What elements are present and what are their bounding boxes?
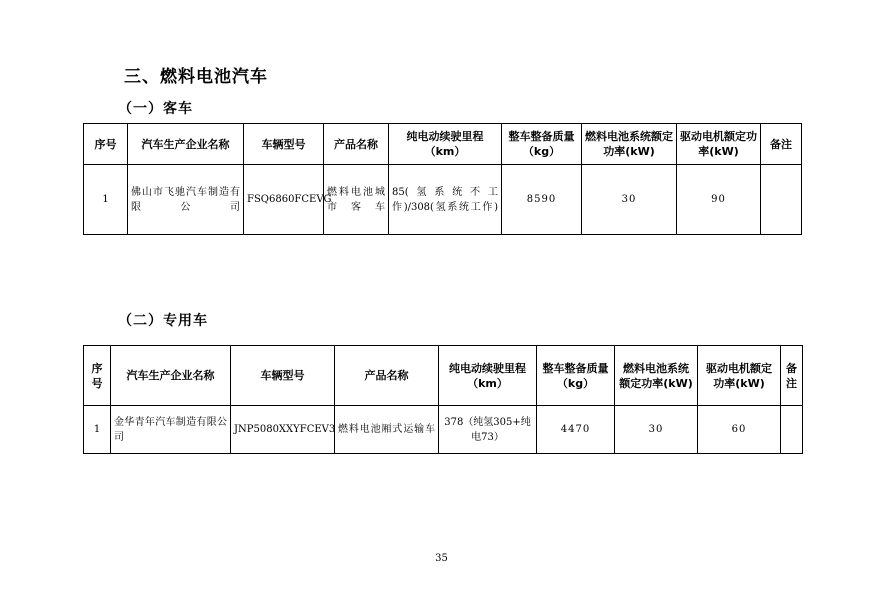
cell-range: 85(氢系统不工作)/308(氢系统工作) (389, 165, 502, 235)
subsection-title-bus: （一）客车 (118, 101, 193, 117)
table-header-row (84, 124, 802, 165)
table-row (84, 406, 803, 454)
cell-motor-power: 60 (698, 406, 781, 454)
cell-model: JNP5080XXYFCEV3 (231, 406, 335, 454)
table-row (84, 165, 802, 235)
cell-product: 燃料电池厢式运输车 (335, 406, 439, 454)
header-mass: 整车整备质量（kg） (502, 124, 582, 165)
header-model: 车辆型号 (231, 346, 335, 406)
header-fc-power: 燃料电池系统额定功率(kW) (615, 346, 698, 406)
header-company: 汽车生产企业名称 (128, 124, 244, 165)
header-motor-power: 驱动电机额定功率(kW) (698, 346, 781, 406)
cell-fc-power: 30 (615, 406, 698, 454)
header-note: 备注 (781, 346, 803, 406)
header-mass: 整车整备质量（kg） (537, 346, 615, 406)
subsection-title-special-vehicle: （二）专用车 (118, 313, 208, 329)
cell-note (761, 165, 802, 235)
cell-index: 1 (84, 165, 128, 235)
cell-index: 1 (84, 406, 111, 454)
cell-range: 378（纯氢305+纯电73） (439, 406, 537, 454)
header-index: 序号 (84, 346, 111, 406)
section-title: 三、燃料电池汽车 (124, 67, 268, 87)
cell-fc-power: 30 (582, 165, 677, 235)
header-range: 纯电动续驶里程（km） (439, 346, 537, 406)
header-index: 序号 (84, 124, 128, 165)
header-fc-power: 燃料电池系统额定功率(kW) (582, 124, 677, 165)
cell-company: 佛山市飞驰汽车制造有限公司 (128, 165, 244, 235)
header-product: 产品名称 (324, 124, 389, 165)
cell-product: 燃料电池城市客车 (324, 165, 389, 235)
cell-mass: 4470 (537, 406, 615, 454)
header-company: 汽车生产企业名称 (111, 346, 231, 406)
cell-motor-power: 90 (677, 165, 761, 235)
special-vehicle-table (83, 345, 803, 454)
page-number: 35 (435, 553, 448, 564)
bus-table (83, 123, 802, 235)
cell-note (781, 406, 803, 454)
cell-mass: 8590 (502, 165, 582, 235)
header-range: 纯电动续驶里程（km） (389, 124, 502, 165)
cell-model: FSQ6860FCEVG (244, 165, 324, 235)
table-header-row (84, 346, 803, 406)
header-motor-power: 驱动电机额定功率(kW) (677, 124, 761, 165)
cell-company: 金华青年汽车制造有限公司 (111, 406, 231, 454)
header-note: 备注 (761, 124, 802, 165)
header-model: 车辆型号 (244, 124, 324, 165)
header-product: 产品名称 (335, 346, 439, 406)
